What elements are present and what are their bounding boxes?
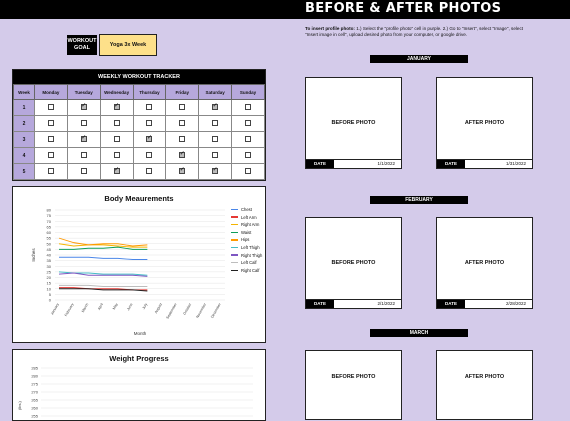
tracker-cell — [166, 100, 199, 116]
day-checkbox[interactable] — [81, 136, 87, 142]
tracker-cell — [100, 132, 133, 148]
legend-label: Waist — [241, 229, 252, 235]
tracker-cell — [67, 148, 100, 164]
y-tick-label: 265 — [31, 397, 38, 403]
date-label: DATE — [306, 300, 334, 308]
day-checkbox[interactable] — [245, 152, 251, 158]
tracker-cell — [100, 148, 133, 164]
y-tick-label: 40 — [46, 252, 51, 258]
day-checkbox[interactable] — [212, 136, 218, 142]
day-checkbox[interactable] — [146, 120, 152, 126]
day-checkbox[interactable] — [81, 120, 87, 126]
y-axis-label: (lbs.) — [17, 401, 22, 410]
col-header-monday: Monday — [35, 85, 68, 100]
day-checkbox[interactable] — [114, 120, 120, 126]
y-tick-label: 15 — [46, 280, 51, 286]
y-tick-label: 285 — [31, 365, 38, 371]
legend-item — [231, 222, 259, 227]
date-value[interactable]: 1/31/2022 — [505, 161, 526, 166]
before-photo-january[interactable] — [305, 77, 402, 169]
y-tick-label: 275 — [31, 381, 38, 387]
day-checkbox[interactable] — [114, 136, 120, 142]
x-tick-label: March — [80, 302, 90, 314]
week-number: 3 — [14, 132, 35, 148]
day-checkbox[interactable] — [179, 104, 185, 110]
tracker-row — [14, 164, 265, 180]
day-checkbox[interactable] — [212, 120, 218, 126]
after-photo-label: AFTER PHOTO — [464, 260, 505, 266]
day-checkbox[interactable] — [48, 152, 54, 158]
tracker-cell — [166, 148, 199, 164]
legend-label: Left Arm — [241, 214, 257, 220]
day-checkbox[interactable] — [245, 120, 251, 126]
before-photo-february[interactable] — [305, 217, 402, 309]
after-photo-label: AFTER PHOTO — [464, 120, 505, 126]
tracker-cell — [67, 100, 100, 116]
day-checkbox[interactable] — [48, 136, 54, 142]
date-row — [437, 159, 532, 168]
tracker-cell — [232, 148, 265, 164]
day-checkbox[interactable] — [114, 104, 120, 110]
tracker-cell — [67, 164, 100, 180]
day-checkbox[interactable] — [179, 136, 185, 142]
day-checkbox[interactable] — [114, 168, 120, 174]
weekly-workout-tracker — [12, 69, 266, 181]
legend-swatch — [231, 216, 238, 218]
y-tick-label: 35 — [46, 258, 51, 264]
legend-label: Left Calf — [241, 260, 257, 266]
legend-label: Hips — [241, 237, 250, 243]
y-tick-label: 50 — [46, 241, 51, 247]
after-photo-january[interactable] — [436, 77, 533, 169]
tracker-cell — [199, 164, 232, 180]
tracker-cell — [166, 116, 199, 132]
legend-label: Right Thigh — [241, 252, 263, 258]
y-tick-label: 60 — [46, 230, 51, 235]
day-checkbox[interactable] — [81, 104, 87, 110]
tracker-cell — [100, 100, 133, 116]
y-tick-label: 270 — [31, 389, 38, 395]
date-label: DATE — [437, 160, 465, 168]
tracker-cell — [199, 116, 232, 132]
legend-swatch — [231, 224, 238, 226]
tracker-cell — [133, 132, 166, 148]
x-tick-label: September — [165, 302, 178, 320]
tracker-row — [14, 132, 265, 148]
day-checkbox[interactable] — [179, 152, 185, 158]
legend-swatch — [231, 209, 238, 211]
day-checkbox[interactable] — [114, 152, 120, 158]
col-header-saturday: Saturday — [199, 85, 232, 100]
y-axis-label: Inches — [31, 248, 36, 262]
y-tick-label: 55 — [46, 235, 51, 241]
y-tick-label: 5 — [48, 291, 51, 297]
before-photo-label: BEFORE PHOTO — [331, 260, 376, 266]
y-tick-label: 65 — [46, 224, 51, 230]
tracker-cell — [199, 100, 232, 116]
tracker-cell — [133, 148, 166, 164]
tracker-cell — [35, 132, 68, 148]
y-tick-label: 260 — [31, 405, 38, 411]
legend-label: Left Thigh — [241, 245, 260, 250]
x-tick-label: November — [195, 302, 208, 319]
before-photo-march[interactable] — [305, 350, 402, 420]
legend-item — [231, 253, 262, 258]
series-line — [59, 285, 147, 286]
month-header-march: MARCH — [370, 329, 468, 337]
date-row — [306, 159, 401, 168]
date-value[interactable]: 2/28/2022 — [505, 301, 526, 306]
legend-item — [231, 230, 251, 235]
before-photo-label: BEFORE PHOTO — [331, 120, 376, 126]
day-checkbox[interactable] — [245, 168, 251, 174]
x-tick-label: June — [126, 302, 134, 312]
tracker-cell — [133, 116, 166, 132]
legend-item — [231, 260, 257, 265]
tracker-cell — [35, 148, 68, 164]
week-number: 5 — [14, 164, 35, 180]
legend-item — [231, 268, 259, 273]
instructions-bold: To insert profile photo: — [305, 26, 355, 31]
tracker-row — [14, 148, 265, 164]
date-label: DATE — [306, 160, 334, 168]
tracker-cell — [232, 100, 265, 116]
day-checkbox[interactable] — [146, 136, 152, 142]
y-tick-label: 255 — [31, 413, 38, 419]
day-checkbox[interactable] — [179, 168, 185, 174]
day-checkbox[interactable] — [81, 168, 87, 174]
tracker-cell — [166, 164, 199, 180]
workout-goal-label — [67, 35, 97, 55]
x-tick-label: July — [141, 302, 149, 311]
y-tick-label: 0 — [48, 297, 51, 303]
y-tick-label: 80 — [46, 207, 51, 213]
week-number: 4 — [14, 148, 35, 164]
tracker-header-row — [14, 85, 265, 100]
y-tick-label: 20 — [46, 275, 51, 280]
x-tick-label: October — [182, 302, 193, 316]
date-row — [437, 299, 532, 308]
after-photo-february[interactable] — [436, 217, 533, 309]
goal-label-line1: WORKOUT — [67, 38, 97, 44]
day-checkbox[interactable] — [212, 104, 218, 110]
tracker-cell — [232, 164, 265, 180]
tracker-table — [13, 84, 265, 180]
tracker-cell — [133, 164, 166, 180]
y-tick-label: 45 — [46, 246, 51, 252]
day-checkbox[interactable] — [48, 120, 54, 126]
tracker-title: WEEKLY WORKOUT TRACKER — [13, 70, 265, 84]
x-tick-label: February — [63, 302, 75, 317]
insert-photo-instructions — [305, 26, 533, 38]
col-header-week: Week — [14, 85, 35, 100]
tracker-cell — [35, 116, 68, 132]
legend-swatch — [231, 254, 238, 256]
y-tick-label: 70 — [46, 218, 51, 224]
y-tick-label: 10 — [46, 286, 51, 292]
tracker-cell — [67, 132, 100, 148]
date-label: DATE — [437, 300, 465, 308]
tracker-cell — [100, 116, 133, 132]
tracker-cell — [35, 164, 68, 180]
x-tick-label: April — [96, 302, 105, 311]
tracker-cell — [199, 148, 232, 164]
legend-swatch — [231, 247, 238, 249]
instructions-text: 1.) Select the "profile photo" cell in purple. 2.) Go to "Insert", select "Image", select "Insert image in cell", upload desired photo from your computer, or google drive. — [305, 26, 524, 37]
day-checkbox[interactable] — [146, 152, 152, 158]
day-checkbox[interactable] — [48, 104, 54, 110]
before-photo-label: BEFORE PHOTO — [331, 374, 376, 380]
y-tick-label: 30 — [46, 263, 51, 269]
weight-progress-chart — [12, 349, 266, 421]
tracker-cell — [232, 132, 265, 148]
x-tick-label: August — [153, 302, 163, 315]
tracker-cell — [199, 132, 232, 148]
chart-title: Weight Progress — [109, 354, 169, 363]
day-checkbox[interactable] — [146, 168, 152, 174]
day-checkbox[interactable] — [245, 104, 251, 110]
body-measurements-plot — [13, 187, 265, 342]
month-header-january: JANUARY — [370, 55, 468, 63]
day-checkbox[interactable] — [212, 152, 218, 158]
tracker-cell — [232, 116, 265, 132]
body-measurements-chart — [12, 186, 266, 343]
col-header-sunday: Sunday — [232, 85, 265, 100]
after-photo-label: AFTER PHOTO — [464, 374, 505, 380]
col-header-friday: Friday — [166, 85, 199, 100]
x-tick-label: December — [210, 302, 222, 319]
legend-swatch — [231, 239, 238, 241]
page-title: BEFORE & AFTER PHOTOS — [305, 1, 502, 16]
day-checkbox[interactable] — [48, 168, 54, 174]
tracker-cell — [67, 116, 100, 132]
legend-item — [231, 207, 252, 212]
legend-swatch — [231, 232, 238, 234]
week-number: 1 — [14, 100, 35, 116]
tracker-cell — [35, 100, 68, 116]
x-tick-label: May — [111, 302, 119, 311]
date-row — [306, 299, 401, 308]
after-photo-march[interactable] — [436, 350, 533, 420]
tracker-cell — [166, 132, 199, 148]
day-checkbox[interactable] — [212, 168, 218, 174]
legend-item — [231, 237, 249, 242]
day-checkbox[interactable] — [179, 120, 185, 126]
col-header-tuesday: Tuesday — [67, 85, 100, 100]
x-axis-label: Month — [133, 331, 147, 336]
legend-item — [231, 245, 260, 250]
legend-label: Chest — [241, 207, 252, 212]
tracker-cell — [100, 164, 133, 180]
legend-label: Right Arm — [241, 222, 260, 228]
weight-progress-plot — [13, 350, 265, 420]
y-tick-label: 75 — [46, 213, 51, 219]
legend-item — [231, 215, 257, 220]
legend-swatch — [231, 262, 238, 264]
tracker-cell — [133, 100, 166, 116]
legend-label: Right Calf — [241, 267, 260, 273]
day-checkbox[interactable] — [245, 136, 251, 142]
y-tick-label: 280 — [31, 373, 38, 379]
col-header-wednesday: Wednesday — [100, 85, 133, 100]
date-value[interactable]: 1/1/2022 — [377, 161, 395, 166]
y-tick-label: 25 — [46, 269, 51, 275]
tracker-row — [14, 116, 265, 132]
col-header-thursday: Thursday — [133, 85, 166, 100]
legend-swatch — [231, 270, 238, 272]
week-number: 2 — [14, 116, 35, 132]
day-checkbox[interactable] — [81, 152, 87, 158]
month-header-february: FEBRUARY — [370, 196, 468, 204]
workout-goal-cell[interactable]: Yoga 3x Week — [99, 34, 157, 56]
chart-title: Body Meaurements — [104, 194, 174, 203]
day-checkbox[interactable] — [146, 104, 152, 110]
series-line — [59, 257, 147, 259]
x-tick-label: January — [50, 302, 60, 316]
tracker-row — [14, 100, 265, 116]
date-value[interactable]: 2/1/2022 — [377, 301, 395, 306]
goal-label-line2: GOAL — [74, 45, 90, 51]
